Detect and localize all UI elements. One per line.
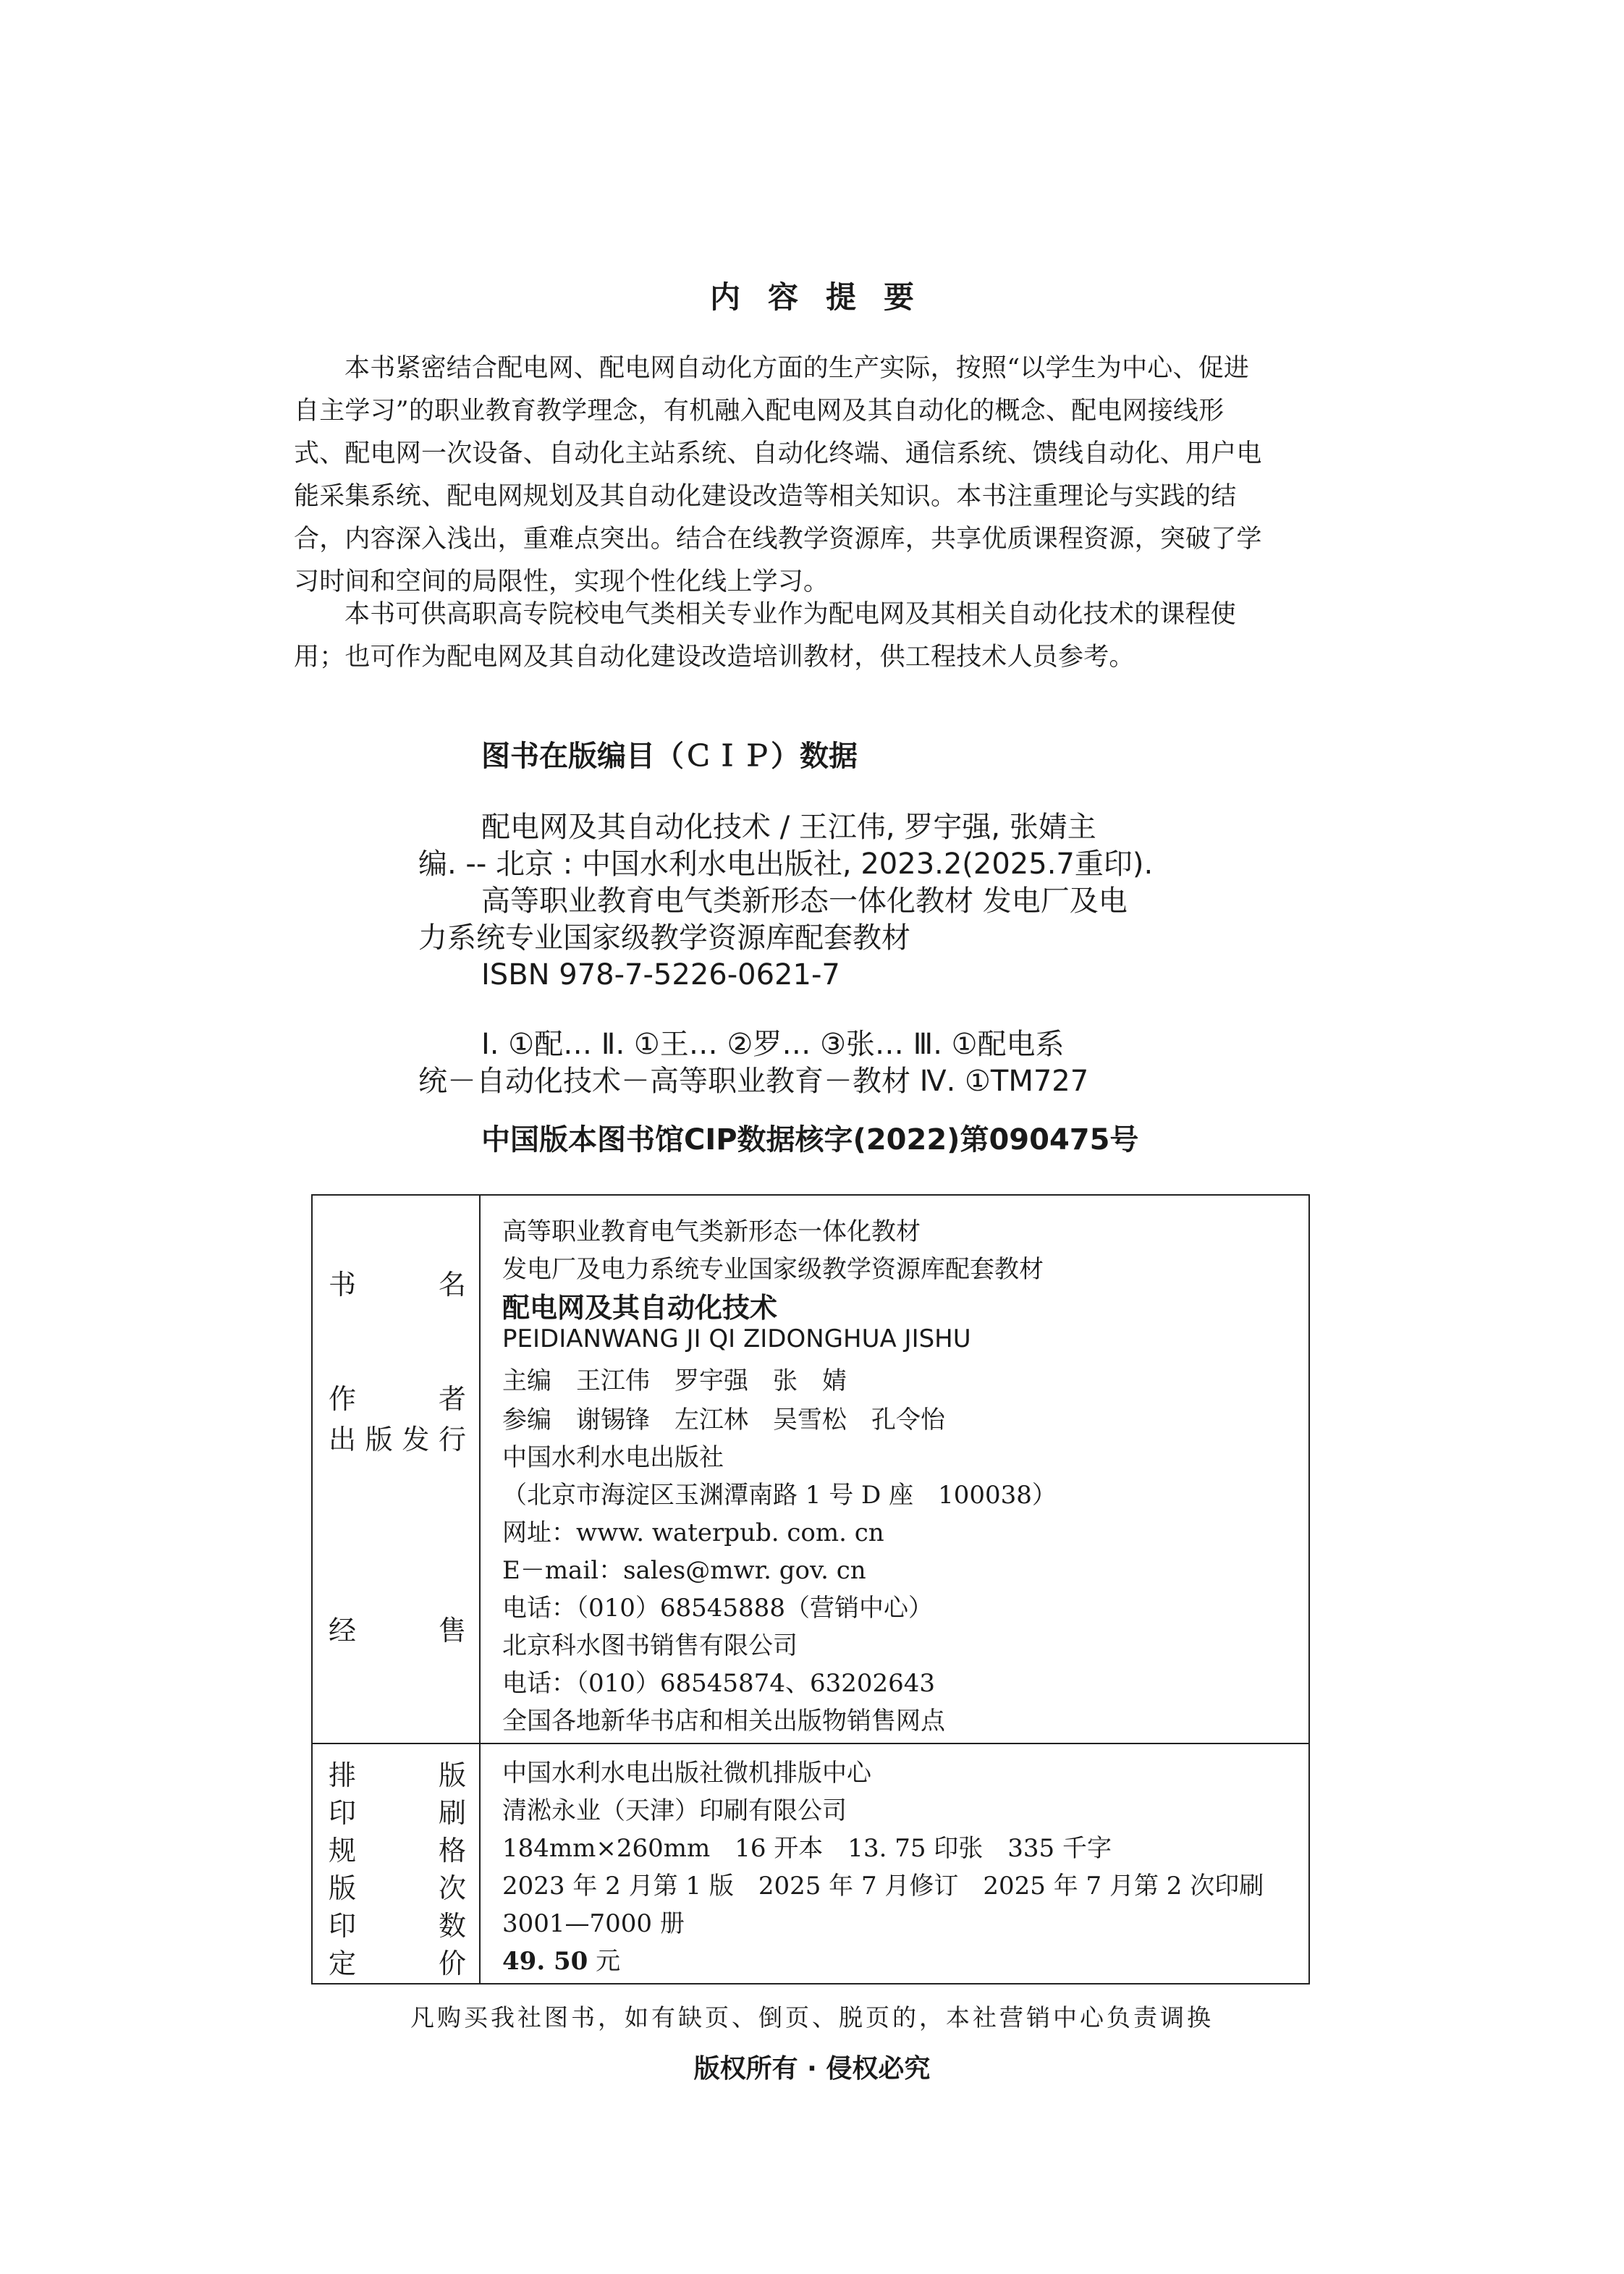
print-run-value: 3001—7000 册 [502, 1909, 685, 1938]
cip-library-record: 中国版本图书馆CIP数据核字(2022)第090475号 [481, 1123, 1139, 1157]
summary-line: 用；也可作为配电网及其自动化建设改造培训教材，供工程技术人员参考。 [294, 643, 1135, 672]
chief-editors: 主编 王江伟 罗宇强 张 婧 [502, 1366, 847, 1395]
summary-title: 内容提要 [709, 279, 942, 315]
cip-isbn: ISBN 978-7-5226-0621-7 [481, 958, 840, 992]
summary-line: 合，内容深入浅出，重难点突出。结合在线教学资源库，共享优质课程资源，突破了学 [294, 525, 1262, 554]
cip-classification-line: 统－自动化技术－高等职业教育－教材 Ⅳ. ①TM727 [418, 1065, 1089, 1098]
cip-entry-line: 力系统专业国家级教学资源库配套教材 [418, 921, 910, 955]
label-specification: 规 格 [329, 1835, 466, 1867]
distributor-phone: 电话：（010）68545874、63202643 [502, 1669, 936, 1698]
cip-entry-line: 配电网及其自动化技术 / 王江伟, 罗宇强, 张婧主 [481, 811, 1096, 844]
specification-value: 184mm×260mm 16 开本 13. 75 印张 335 千字 [502, 1834, 1112, 1863]
publisher-name: 中国水利水电出版社 [502, 1443, 724, 1472]
label-printing: 印 刷 [329, 1797, 466, 1829]
summary-paragraph-2 [294, 593, 1330, 679]
label-author: 作 者 [329, 1383, 466, 1415]
copyright-notice: 版权所有 · 侵权必究 [693, 2054, 931, 2084]
distributor-network: 全国各地新华书店和相关出版物销售网点 [502, 1707, 945, 1736]
summary-line: 本书可供高职高专院校电气类相关专业作为配电网及其相关自动化技术的课程使 [344, 600, 1237, 629]
summary-paragraph-1 [294, 347, 1330, 604]
label-price: 定 价 [329, 1948, 466, 1979]
cip-entry-line: 高等职业教育电气类新形态一体化教材 发电厂及电 [481, 884, 1128, 918]
label-book-name: 书 名 [329, 1269, 466, 1301]
book-title-pinyin: PEIDIANWANG JI QI ZIDONGHUA JISHU [502, 1324, 971, 1353]
publication-info-table [311, 1194, 1310, 1985]
price-unit: 元 [596, 1947, 621, 1976]
distributor-name: 北京科水图书销售有限公司 [502, 1631, 798, 1660]
book-title: 配电网及其自动化技术 [502, 1292, 778, 1324]
summary-line: 能采集系统、配电网规划及其自动化建设改造等相关知识。本书注重理论与实践的结 [294, 482, 1237, 511]
co-editors: 参编 谢锡锋 左江林 吴雪松 孔令怡 [502, 1406, 945, 1434]
label-publisher: 出 版 发 行 [329, 1424, 466, 1455]
footer-note: 凡购买我社图书，如有缺页、倒页、脱页的，本社营销中心负责调换 [410, 2003, 1214, 2032]
edition-value: 2023 年 2 月第 1 版 2025 年 7 月修订 2025 年 7 月第 2 次印刷 [502, 1872, 1264, 1901]
cip-classification-line: Ⅰ. ①配… Ⅱ. ①王… ②罗… ③张… Ⅲ. ①配电系 [481, 1028, 1065, 1061]
label-print-run: 印 数 [329, 1910, 466, 1942]
price-value [502, 1941, 620, 1977]
label-distributor: 经 售 [329, 1615, 466, 1647]
series-line-2: 发电厂及电力系统专业国家级教学资源库配套教材 [502, 1255, 1044, 1284]
publisher-address: （北京市海淀区玉渊潭南路 1 号 D 座 100038） [502, 1481, 1057, 1510]
price-amount: 49. 50 [502, 1947, 588, 1976]
publisher-phone: 电话：（010）68545888（营销中心） [502, 1594, 933, 1623]
cip-heading: 图书在版编目（ＣＩＰ）数据 [481, 740, 858, 773]
table-divider [313, 1743, 1308, 1744]
summary-line: 自主学习”的职业教育教学理念，有机融入配电网及其自动化的概念、配电网接线形 [294, 397, 1225, 426]
printing-value: 清淞永业（天津）印刷有限公司 [502, 1796, 847, 1825]
series-line-1: 高等职业教育电气类新形态一体化教材 [502, 1217, 921, 1246]
cip-entry-line: 编. -- 北京 : 中国水利水电出版社, 2023.2(2025.7重印). [418, 848, 1154, 881]
publisher-email: E－mail：sales@mwr. gov. cn [502, 1556, 866, 1585]
label-edition: 版 次 [329, 1872, 466, 1904]
summary-line: 习时间和空间的局限性，实现个性化线上学习。 [294, 567, 829, 596]
summary-line: 本书紧密结合配电网、配电网自动化方面的生产实际，按照“以学生为中心、促进 [344, 354, 1250, 383]
typesetting-value: 中国水利水电出版社微机排版中心 [502, 1759, 871, 1788]
label-typesetting: 排 版 [329, 1759, 466, 1791]
publisher-website: 网址：www. waterpub. com. cn [502, 1518, 884, 1547]
summary-line: 式、配电网一次设备、自动化主站系统、自动化终端、通信系统、馈线自动化、用户电 [294, 439, 1262, 468]
